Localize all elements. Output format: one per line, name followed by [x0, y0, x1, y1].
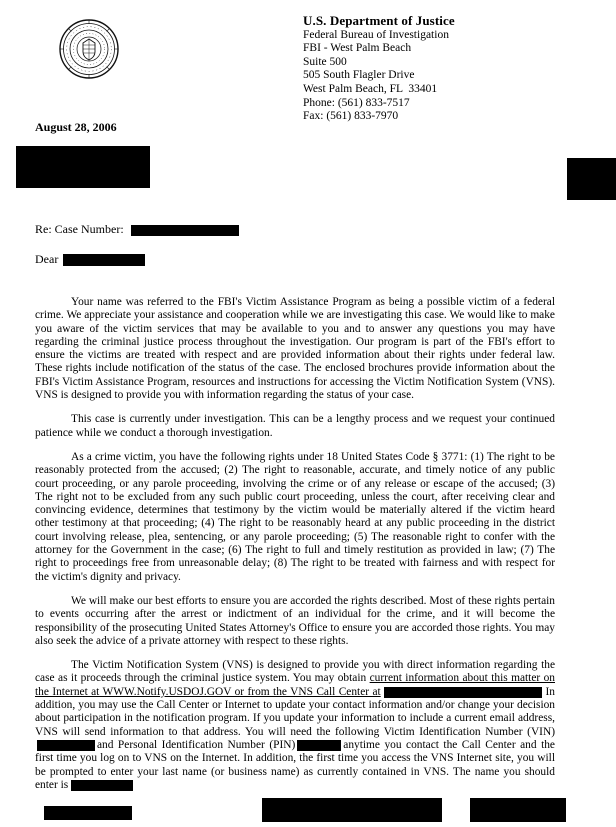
vns-lead-text: The Victim Notification System (VNS) is designed to provide you with direct information regarding the case as it proceeds through the criminal justice system. You may obtain [35, 659, 555, 685]
redaction-case-number [131, 225, 239, 236]
suite-line: Suite 500 [303, 55, 347, 68]
re-label: Re: Case Number: [35, 222, 124, 236]
redaction-vns-callcenter-number [384, 687, 542, 698]
redaction-vin [37, 740, 95, 751]
letter-date: August 28, 2006 [35, 120, 117, 134]
salutation-line [35, 252, 145, 267]
redaction-bottom-left [44, 806, 132, 820]
phone-line: Phone: (561) 833-7517 [303, 96, 410, 109]
department-name: U.S. Department of Justice [303, 13, 455, 28]
redaction-recipient-address [16, 146, 150, 188]
vns-text-after-2: and Personal Identification Number (PIN) [97, 738, 296, 751]
paragraph-1: Your name was referred to the FBI's Victim Assistance Program as being a possible victim of a federal crime. We appreciate your assistance and cooperation while we are investigating this case. We would like to make you aware of the victim services that may be available to you and to answer any questions you may have regarding the criminal justice process throughout the investigation. Our program is part of the FBI's effort to ensure the victims are treated with respect and are provided information about their rights under federal law. These rights include notification of the status of the case. The enclosed brochures provide information about the FBI's Victim Assistance Program, resources and instructions for accessing the Victim Notification System (VNS). VNS is designed to provide you with information regarding the status of your case. [35, 296, 555, 402]
paragraph-vns [35, 659, 555, 792]
vns-text-after-3: anytime you contact the Call Center and the first time you log on to VNS on the Internet. In addition, the first time you access the VNS Internet site, you will be prompted to enter your last name (or business name) as currently contained in VNS. The name you should enter is [35, 738, 555, 791]
letter-body [35, 296, 555, 792]
agency-address-block [303, 14, 455, 124]
city-state-zip: West Palm Beach, FL 33401 [303, 82, 438, 95]
redaction-bottom-center [262, 798, 442, 822]
redaction-right-margin-1 [567, 158, 616, 200]
redaction-pin [297, 740, 341, 751]
vns-underlined-text: current information about this matter on the Internet at WWW.Notify.USDOJ.GOV or from the VNS Call Center at [35, 672, 555, 698]
vns-text-after-1: In addition, you may use the Call Center or Internet to update your contact information and/or change your decision about participation in the notification program. If you update your information to include a current email address, VNS will send information to that address. You will need the following Victim Identification Number (VIN) [35, 685, 555, 738]
field-office: FBI - West Palm Beach [303, 42, 412, 55]
redaction-bottom-right [470, 798, 566, 822]
paragraph-2: This case is currently under investigation. This can be a lengthy process and we request your continued patience while we conduct a thorough investigation. [35, 413, 555, 439]
redaction-salutation-name [63, 254, 145, 266]
bureau-name: Federal Bureau of Investigation [303, 28, 449, 41]
fax-line: Fax: (561) 833-7970 [303, 110, 399, 123]
street-line: 505 South Flagler Drive [303, 69, 415, 82]
paragraph-4: We will make our best efforts to ensure you are accorded the rights described. Most of these rights pertain to events occurring after the arrest or indictment of an individual for the crime, and it will become the responsibility of the prosecuting United States Attorney's Office to ensure you are accorded those rights. You may also seek the advice of a private attorney with respect to these rights. [35, 594, 555, 647]
redaction-vns-name [71, 780, 133, 791]
fbi-seal-icon [58, 18, 120, 80]
case-number-line [35, 222, 239, 237]
paragraph-3: As a crime victim, you have the following rights under 18 United States Code § 3771: (1) The right to be reasonably protected from the accused; (2) The right to reasonable, accurate, and timely notice of any public court proceeding, or any parole proceeding, involving the crime or of any release or escape of the accused; (3) The right not to be excluded from any such public court proceeding, unless the court, after receiving clear and convincing evidence, determines that testimony by the victim would be materially altered if the victim heard other testimony at that proceeding; (4) The right to be reasonably heard at any public proceeding in the district court involving release, plea, sentencing, or any parole proceeding; (5) The reasonable right to confer with the attorney for the Government in the case; (6) The right to full and timely restitution as provided in law; (7) The right to proceedings free from unreasonable delay; (8) The right to be treated with fairness and with respect for the victim's dignity and privacy. [35, 450, 555, 583]
salutation-label: Dear [35, 252, 59, 266]
